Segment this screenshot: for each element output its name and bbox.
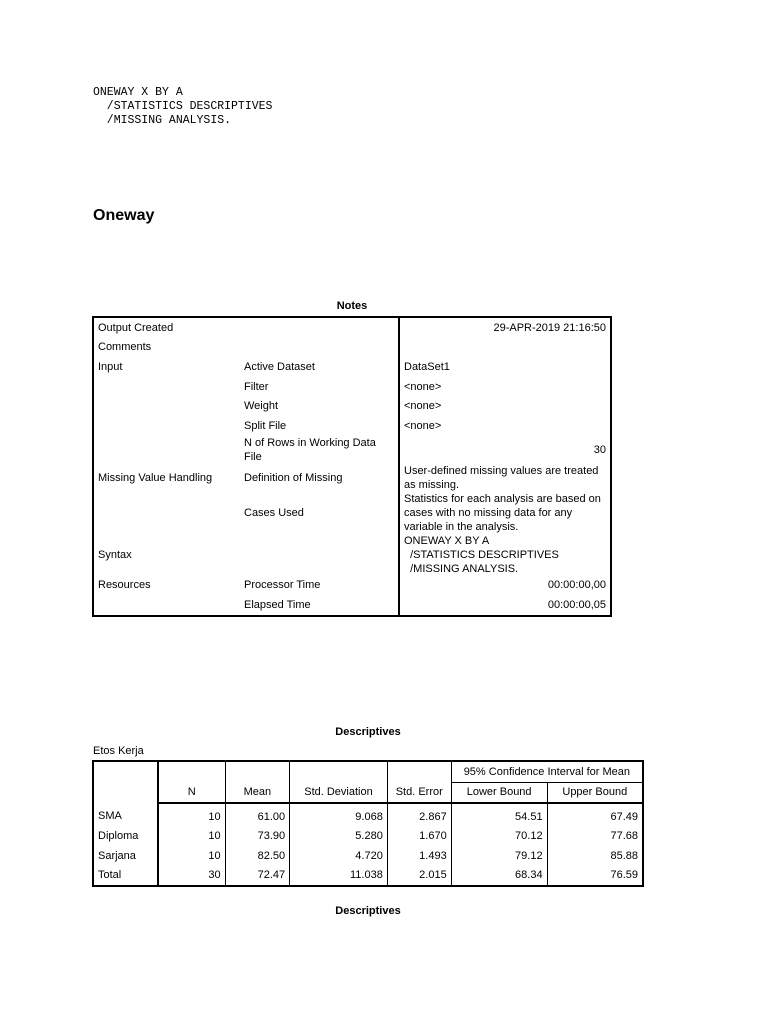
table-cell: 9.068 [290,803,388,827]
notes-row [93,464,611,492]
notes-row-label [93,416,240,436]
notes-row-value: <none> [399,416,611,436]
notes-row-label: Resources [93,576,240,596]
notes-row-value: DataSet1 [399,357,611,377]
notes-row-sublabel [240,338,399,358]
table-cell: 10 [158,803,225,827]
notes-row-sublabel: Filter [244,380,269,393]
column-header-spacer [225,761,290,782]
table-cell: 76.59 [547,866,643,887]
column-header-n: N [158,782,225,803]
syntax-block [93,86,272,128]
syntax-line: /STATISTICS DESCRIPTIVES [93,100,273,113]
descriptives-title-2: Descriptives [335,905,401,917]
table-cell: 11.038 [290,866,388,887]
notes-row-value: 29-APR-2019 21:16:50 [399,317,611,338]
row-header-corner [93,761,158,803]
column-header-spacer [387,761,451,782]
notes-row-label: Comments [93,338,240,358]
table-cell: 67.49 [547,803,643,827]
notes-row [93,357,611,377]
table-cell: 82.50 [225,846,290,866]
column-header-upper-bound: Upper Bound [547,782,643,803]
descriptives-title: Descriptives [335,726,401,738]
table-cell: 54.51 [451,803,547,827]
notes-title: Notes [336,300,368,312]
notes-row [93,595,611,616]
notes-row-value: Statistics for each analysis are based on cases with no missing data for any variable in the analysis. [399,492,611,534]
table-cell: 1.670 [387,827,451,847]
notes-row [93,492,611,534]
notes-row-label: Output Created [93,317,240,338]
ci-header: 95% Confidence Interval for Mean [451,761,643,782]
notes-row-sublabel: Processor Time [244,579,321,592]
notes-row [93,377,611,397]
notes-row-sublabel: Active Dataset [244,360,315,373]
notes-row-value: ONEWAY X BY A /STATISTICS DESCRIPTIVES /MISSING ANALYSIS. [399,534,611,576]
table-cell: 5.280 [290,827,388,847]
notes-row [93,317,611,338]
notes-row-label [93,377,240,397]
notes-row-label: Missing Value Handling [93,464,240,492]
table-cell: 73.90 [225,827,290,847]
table-cell: 2.015 [387,866,451,887]
column-header-spacer [290,761,388,782]
notes-row-label [93,492,240,534]
notes-row-value: 30 [399,436,611,464]
notes-row [93,396,611,416]
table-cell: 30 [158,866,225,887]
syntax-line: ONEWAY X BY A [93,86,183,99]
column-header-mean: Mean [225,782,290,803]
notes-row-sublabel: Cases Used [244,506,304,519]
notes-row-sublabel: Definition of Missing [244,471,343,484]
table-cell: 1.493 [387,846,451,866]
notes-row-label [93,396,240,416]
column-header-spacer [158,761,225,782]
row-label: Total [93,866,158,887]
notes-row [93,416,611,436]
notes-row-sublabel [240,534,399,576]
page-heading: Oneway [93,207,155,224]
notes-row-value: 00:00:00,05 [399,595,611,616]
table-cell: 72.47 [225,866,290,887]
table-cell: 85.88 [547,846,643,866]
table-row [93,846,643,866]
notes-row-label: Syntax [93,534,240,576]
notes-row-sublabel: Split File [244,419,287,432]
notes-row-value: User-defined missing values are treated as missing. [399,464,611,492]
row-label: Diploma [93,827,158,847]
notes-table [92,316,612,617]
notes-row-value [399,338,611,358]
table-row [93,827,643,847]
syntax-line: /MISSING ANALYSIS. [93,114,232,127]
table-cell: 70.12 [451,827,547,847]
notes-row-sublabel: N of Rows in Working Data File [244,436,376,463]
notes-row-value: <none> [399,377,611,397]
table-cell: 2.867 [387,803,451,827]
table-cell: 10 [158,827,225,847]
table-row [93,866,643,887]
notes-row-label [93,595,240,616]
notes-row-sublabel [240,317,399,338]
descriptives-table [92,760,644,887]
variable-label: Etos Kerja [93,745,144,757]
notes-row-label: Input [93,357,240,377]
row-label: SMA [93,803,158,827]
notes-row [93,576,611,596]
notes-row-sublabel: Weight [244,400,279,413]
notes-row [93,436,611,464]
notes-row [93,534,611,576]
notes-row-value: 00:00:00,00 [399,576,611,596]
table-cell: 10 [158,846,225,866]
notes-row-sublabel: Elapsed Time [240,595,399,616]
table-cell: 77.68 [547,827,643,847]
table-cell: 79.12 [451,846,547,866]
row-label: Sarjana [93,846,158,866]
column-header-lower-bound: Lower Bound [451,782,547,803]
table-cell: 61.00 [225,803,290,827]
notes-row [93,338,611,358]
table-cell: 68.34 [451,866,547,887]
column-header-std-deviation: Std. Deviation [290,782,388,803]
notes-row-label [93,436,240,464]
notes-row-value: <none> [399,396,611,416]
table-row [93,803,643,827]
column-header-std-error: Std. Error [387,782,451,803]
table-cell: 4.720 [290,846,388,866]
